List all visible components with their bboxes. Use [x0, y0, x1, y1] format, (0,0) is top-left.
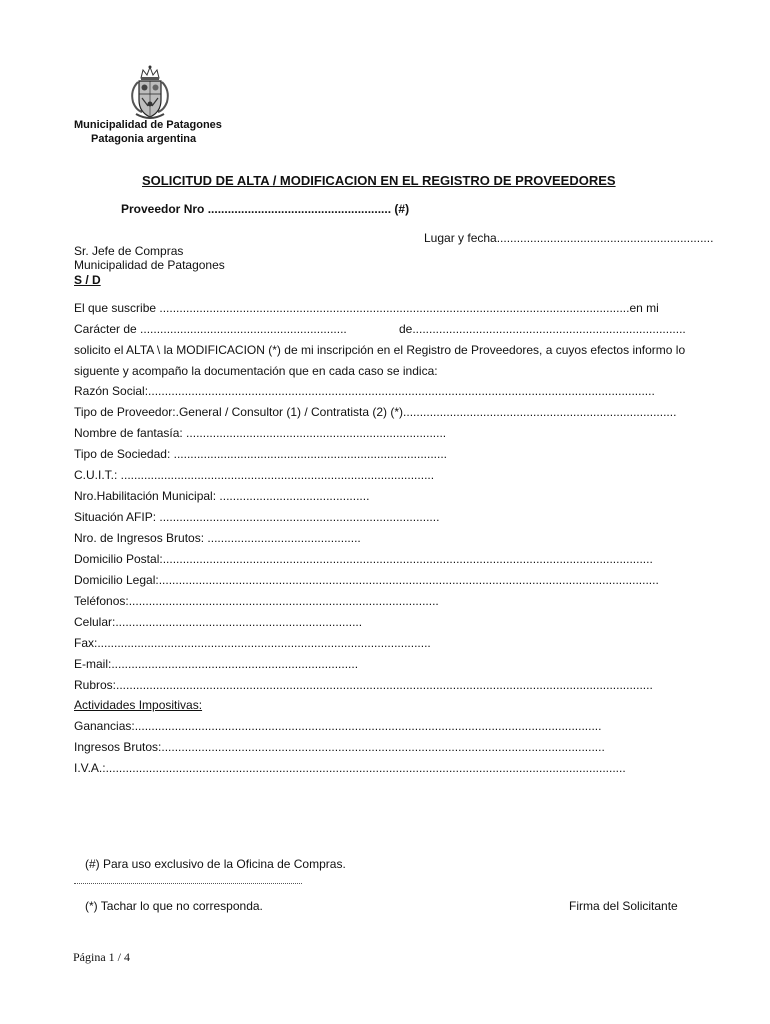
addressee-line-1: Sr. Jefe de Compras [74, 244, 184, 258]
proveedor-nro-field: Proveedor Nro ....................................................... (#) [121, 202, 410, 216]
rubros-field: Rubros:................................................................................................................................................................. [74, 678, 653, 692]
document-title: SOLICITUD DE ALTA / MODIFICACION EN EL REGISTRO DE PROVEEDORES [142, 173, 616, 188]
domicilio-postal-field: Domicilio Postal:................................................................................................................................................... [74, 552, 653, 566]
org-subtitle: Patagonia argentina [91, 133, 197, 145]
telefonos-field: Teléfonos:............................................................................................. [74, 594, 439, 608]
nombre-fantasia-field: Nombre de fantasía: .............................................................................. [74, 426, 447, 440]
note-hash: (#) Para uso exclusivo de la Oficina de Compras. [85, 857, 346, 871]
fax-field: Fax:.................................................................................................... [74, 636, 431, 650]
habilitacion-field: Nro.Habilitación Municipal: ............................................. [74, 489, 370, 503]
tipo-sociedad-field: Tipo de Sociedad: .................................................................................. [74, 447, 448, 461]
solicito-line: solicito el ALTA \ la MODIFICACION (*) de mi inscripción en el Registro de Proveedores, a cuyos efectos informo lo [74, 343, 686, 357]
tipo-proveedor-field: Tipo de Proveedor:.General / Consultor (1) / Contratista (2) (*).................................................................................. [74, 405, 677, 419]
ingresos-brutos-field: Ingresos Brutos:..................................................................................................................................... [74, 740, 605, 754]
razon-social-field: Razón Social:........................................................................................................................................................ [74, 384, 655, 398]
municipal-coat-of-arms-icon [128, 64, 172, 120]
page-number: Página 1 / 4 [73, 950, 130, 964]
ganancias-field: Ganancias:............................................................................................................................................ [74, 719, 602, 733]
addressee-line-3: S / D [74, 273, 101, 287]
addressee-line-2: Municipalidad de Patagones [74, 258, 225, 272]
email-field: E-mail:.......................................................................... [74, 657, 359, 671]
note-star: (*) Tachar lo que no corresponda. [85, 899, 263, 913]
suscribe-line: El que suscribe .............................................................................................................................................en mi [74, 301, 659, 315]
lugar-fecha-field: Lugar y fecha................................................................. [424, 231, 714, 245]
celular-field: Celular:.......................................................................... [74, 615, 363, 629]
siguiente-line: siguente y acompaño la documentación que en cada caso se indica: [74, 364, 438, 378]
firma-label: Firma del Solicitante [569, 899, 678, 913]
caracter-field: Carácter de .............................................................. [74, 322, 347, 336]
org-name: Municipalidad de Patagones [74, 119, 222, 131]
domicilio-legal-field: Domicilio Legal:...................................................................................................................................................... [74, 573, 659, 587]
divider-line [74, 883, 302, 884]
afip-field: Situación AFIP: .................................................................................... [74, 510, 440, 524]
de-field: de.................................................................................. [399, 322, 686, 336]
actividades-heading: Actividades Impositivas: [74, 698, 203, 712]
iva-field: I.V.A.:............................................................................................................................................................ [74, 761, 626, 775]
cuit-field: C.U.I.T.: .............................................................................................. [74, 468, 435, 482]
ingresos-brutos-nro-field: Nro. de Ingresos Brutos: .............................................. [74, 531, 361, 545]
